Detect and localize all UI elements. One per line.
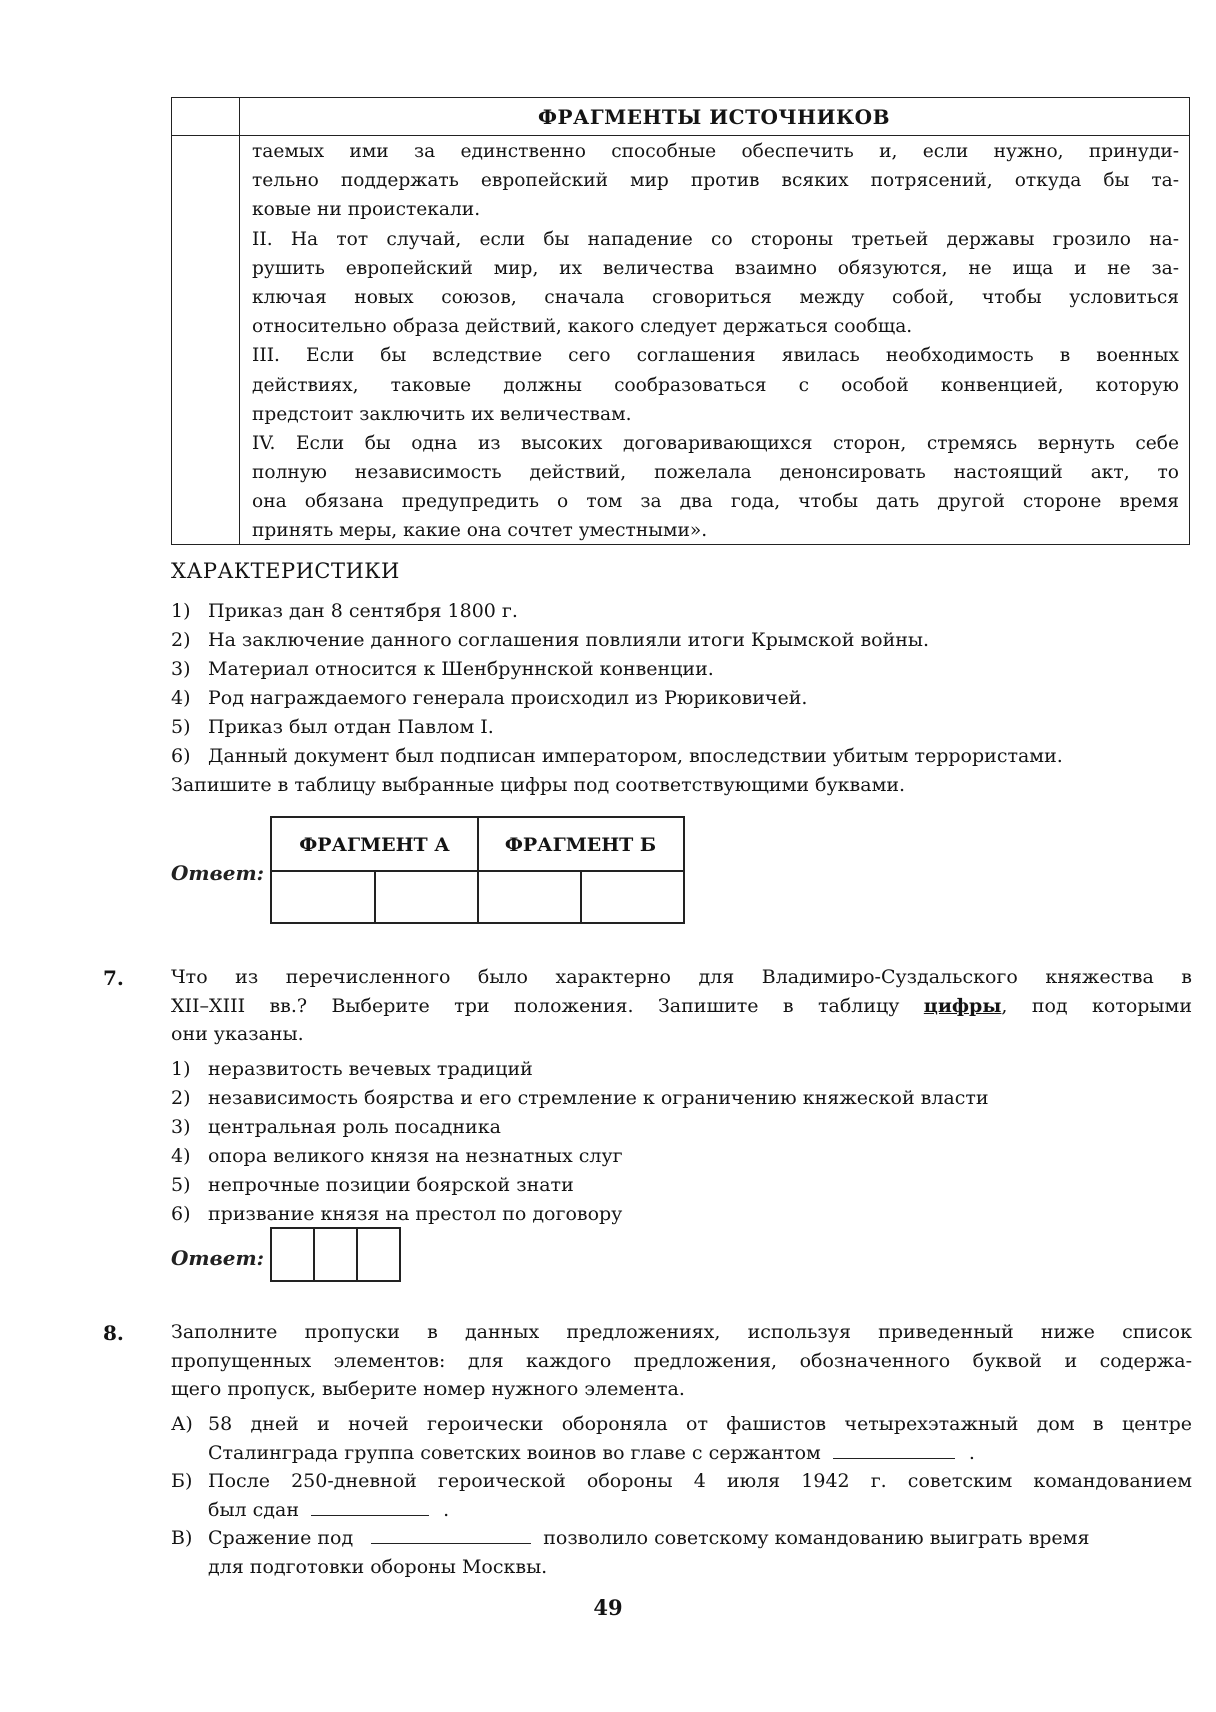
item-number: 5) bbox=[171, 716, 191, 738]
item-number: 4) bbox=[171, 687, 191, 709]
task-8-item-b bbox=[171, 1467, 1192, 1496]
item-text: центральная роль посадника bbox=[208, 1116, 501, 1138]
sources-table-header: ФРАГМЕНТЫ ИСТОЧНИКОВ bbox=[538, 105, 890, 129]
table-column-divider bbox=[239, 98, 240, 544]
item-text: опора великого князя на незнатных слуг bbox=[208, 1145, 623, 1167]
item-text: независимость боярства и его стремление к ограничению княжеской власти bbox=[208, 1087, 989, 1109]
item-text: непрочные позиции боярской знати bbox=[208, 1174, 574, 1196]
source-line: таемых ими за единственно способные обеспечить и, если нужно, принуди- bbox=[252, 141, 1179, 162]
source-line: действиях, таковые должны сообразоваться с особой конвенцией, которую bbox=[252, 374, 1179, 396]
item-text: На заключение данного соглашения повлияли итоги Крымской войны. bbox=[208, 629, 930, 651]
list-item bbox=[171, 655, 1192, 684]
item-text: Приказ был отдан Павлом I. bbox=[208, 716, 494, 738]
task-8-item-v bbox=[171, 1524, 1192, 1553]
source-line: полную независимость действий, пожелала денонсировать настоящий акт, то bbox=[252, 462, 1179, 484]
task-7-question-line: Что из перечисленного было характерно для Владимиро-Суздальского княжества в bbox=[171, 966, 1192, 988]
item-text: был сдан bbox=[208, 1498, 300, 1521]
answer-blank[interactable] bbox=[371, 1525, 531, 1544]
item-number: 4) bbox=[171, 1145, 191, 1167]
task-8-number: 8. bbox=[103, 1321, 124, 1345]
list-item bbox=[171, 1142, 1192, 1171]
task-8-intro bbox=[171, 1318, 1192, 1404]
list-item bbox=[171, 1055, 1192, 1084]
list-item bbox=[171, 1113, 1192, 1142]
item-label: В) bbox=[171, 1527, 193, 1549]
q-text: XII–XIII вв.? Выберите три положения. Запишите в таблицу bbox=[171, 994, 924, 1017]
source-line: предстоит заключить их величествам. bbox=[252, 403, 632, 425]
item-number: 1) bbox=[171, 1058, 191, 1080]
source-line: рушить европейский мир, их величества взаимно обязуются, не ища и не за- bbox=[252, 257, 1179, 279]
item-number: 3) bbox=[171, 1116, 191, 1138]
item-text: После 250-дневной героической обороны 4 июля 1942 г. советским командованием bbox=[208, 1470, 1192, 1492]
item-text: 58 дней и ночей героически обороняла от фашистов четырехэтажный дом в центре bbox=[208, 1413, 1192, 1435]
task-8-item-b-cont bbox=[171, 1496, 1192, 1525]
page-number: 49 bbox=[593, 1595, 623, 1620]
source-line: ключая новых союзов, сначала сговориться между собой, чтобы условиться bbox=[252, 286, 1179, 308]
source-line: IV. Если бы одна из высоких договаривающихся сторон, стремясь вернуть себе bbox=[252, 432, 1179, 454]
period: . bbox=[443, 1498, 450, 1521]
answer-label: Ответ: bbox=[171, 861, 264, 885]
source-line: II. На тот случай, если бы нападение со стороны третьей державы грозило на- bbox=[252, 228, 1179, 250]
column-header-fragment-b: ФРАГМЕНТ Б bbox=[504, 834, 657, 856]
task-7 bbox=[171, 963, 1192, 1049]
list-item bbox=[171, 742, 1192, 771]
table-divider bbox=[477, 818, 479, 922]
item-text: Сражение под bbox=[208, 1527, 354, 1549]
task-8-intro-line: пропущенных элементов: для каждого предложения, обозначенного буквой и содержа- bbox=[171, 1349, 1192, 1372]
list-item bbox=[171, 684, 1192, 713]
source-line: она обязана предупредить о том за два года, чтобы дать другой стороне время bbox=[252, 491, 1179, 513]
item-text: Материал относится к Шенбруннской конвенции. bbox=[208, 658, 714, 680]
item-number: 3) bbox=[171, 658, 191, 680]
characteristics-list bbox=[171, 597, 1192, 800]
list-item bbox=[171, 1171, 1192, 1200]
list-item bbox=[171, 597, 1192, 626]
instruction-text: Запишите в таблицу выбранные цифры под соответствующими буквами. bbox=[171, 774, 906, 796]
item-text: позволило советскому командованию выиграть время bbox=[543, 1527, 1090, 1549]
task-8-items bbox=[171, 1410, 1192, 1581]
item-number: 6) bbox=[171, 1203, 191, 1225]
task-8-item-a-cont bbox=[171, 1439, 1192, 1468]
table-header-divider bbox=[172, 135, 1189, 136]
source-line: тельно поддержать европейский мир против всяких потрясений, откуда бы та- bbox=[252, 170, 1179, 192]
list-item bbox=[171, 1084, 1192, 1113]
box-divider bbox=[313, 1229, 315, 1280]
item-text: неразвитость вечевых традиций bbox=[208, 1058, 533, 1080]
item-text: Данный документ был подписан императором, впоследствии убитым террористами. bbox=[208, 745, 1063, 767]
item-number: 5) bbox=[171, 1174, 191, 1196]
task-7-answer-boxes[interactable] bbox=[270, 1227, 401, 1282]
answer-blank[interactable] bbox=[833, 1440, 955, 1459]
answer-blank[interactable] bbox=[311, 1497, 429, 1516]
list-item bbox=[171, 626, 1192, 655]
task-8-intro-line: Заполните пропуски в данных предложениях, используя приведенный ниже список bbox=[171, 1321, 1192, 1343]
task-8-item-a bbox=[171, 1410, 1192, 1439]
task-7-number: 7. bbox=[103, 966, 124, 990]
answer-label: Ответ: bbox=[171, 1246, 264, 1270]
item-text: Сталинграда группа советских воинов во главе с сержантом bbox=[208, 1441, 821, 1464]
task-8-item-v-cont: для подготовки обороны Москвы. bbox=[208, 1555, 548, 1578]
box-divider bbox=[356, 1229, 358, 1280]
period: . bbox=[968, 1441, 975, 1464]
source-line: III. Если бы вследствие сего соглашения явилась необходимость в военных bbox=[252, 345, 1179, 367]
sources-table bbox=[171, 97, 1190, 545]
item-number: 1) bbox=[171, 600, 191, 622]
item-number: 2) bbox=[171, 629, 191, 651]
item-text: Род награждаемого генерала происходил из Рюриковичей. bbox=[208, 687, 808, 709]
sources-text bbox=[252, 137, 1179, 546]
task-8-intro-line: щего пропуск, выберите номер нужного элемента. bbox=[171, 1378, 685, 1400]
table-divider bbox=[580, 870, 582, 922]
source-line: относительно образа действий, какого следует держаться сообща. bbox=[252, 316, 913, 338]
item-text: призвание князя на престол по договору bbox=[208, 1203, 623, 1225]
item-number: 6) bbox=[171, 745, 191, 767]
list-item bbox=[171, 1200, 1192, 1229]
task-7-question-line: они указаны. bbox=[171, 1023, 304, 1045]
characteristics-heading: ХАРАКТЕРИСТИКИ bbox=[171, 559, 400, 583]
q-text-bold: цифры bbox=[923, 994, 1002, 1017]
item-text: Приказ дан 8 сентября 1800 г. bbox=[208, 600, 518, 622]
source-line: принять меры, какие она сочтет уместными». bbox=[252, 520, 708, 542]
source-line: ковые ни проистекали. bbox=[252, 199, 481, 221]
task-7-options bbox=[171, 1055, 1192, 1229]
item-number: 2) bbox=[171, 1087, 191, 1109]
item-label: А) bbox=[171, 1413, 193, 1435]
table-divider bbox=[374, 870, 376, 922]
item-label: Б) bbox=[171, 1470, 193, 1492]
list-item bbox=[171, 713, 1192, 742]
q-text: , под которыми bbox=[1001, 994, 1192, 1017]
column-header-fragment-a: ФРАГМЕНТ А bbox=[299, 834, 450, 856]
fragment-answer-table bbox=[270, 816, 685, 924]
task-7-question-line bbox=[171, 992, 1192, 1021]
